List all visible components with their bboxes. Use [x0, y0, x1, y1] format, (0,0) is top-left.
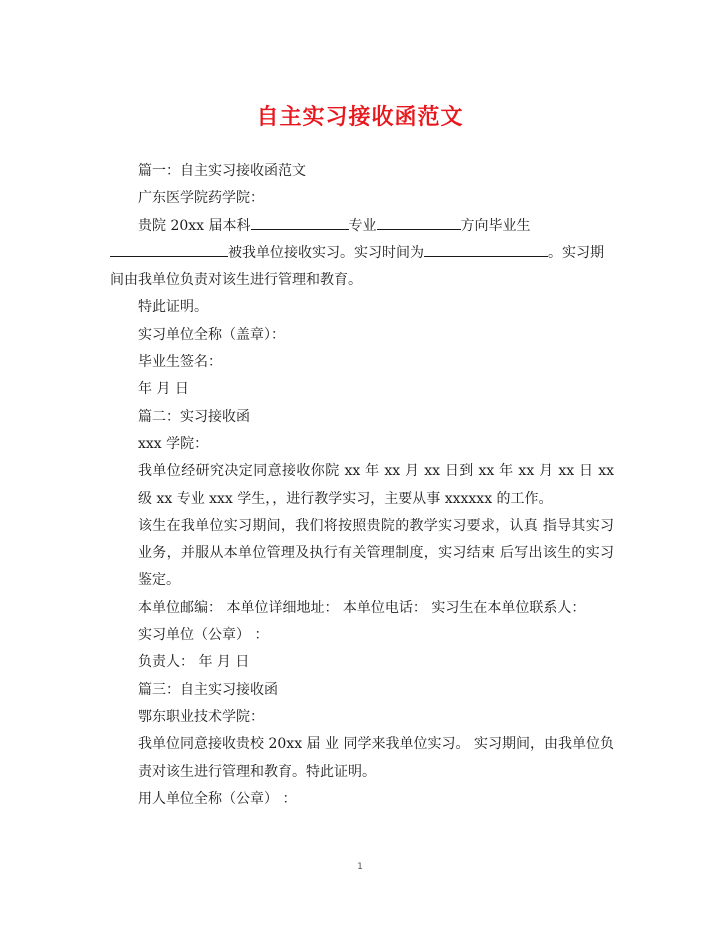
section1-line3: 间由我单位负责对该生进行管理和教育。 [110, 272, 362, 289]
section3-addressee: 鄂东职业技术学院： [138, 708, 264, 725]
section1-date: 年 月 日 [138, 381, 189, 398]
section1-line1 [110, 213, 614, 240]
section1-line1-a: 贵院 20xx 届本科 [138, 217, 251, 234]
blank-student-name [110, 242, 228, 257]
blank-major [251, 215, 349, 230]
document-title: 自主实习接收函范文 [256, 105, 464, 130]
section1-unit-name: 实习单位全称（盖章）： [138, 326, 285, 343]
section1-line1-c: 方向毕业生 [460, 217, 531, 234]
section2-unit: 实习单位（公章） ： [138, 627, 269, 644]
blank-period [424, 242, 548, 257]
section2-responsible: 负责人： 年 月 日 [138, 654, 250, 671]
section2-paragraph1: 我单位经研究决定同意接收你院 xx 年 xx 月 xx 日到 xx 年 xx 月 xx 日 xx 级 xx 专业 xxx 学生，，进行教学实习，主要从事 xxxxxx 的工作。 [138, 463, 614, 507]
section1-cert: 特此证明。 [138, 299, 208, 316]
section1-heading: 篇一：自主实习接收函范文 [138, 163, 306, 179]
section2-paragraph2: 该生在我单位实习期间，我们将按照贵院的教学实习要求，认真 指导其实习业务，并服从本单位管理及执行有关管理制度，实习结束 后写出该生的实习鉴定。 [138, 517, 614, 589]
section2-contacts: 本单位邮编： 本单位详细地址： 本单位电话： 实习生在本单位联系人： [138, 599, 586, 616]
page-number: 1 [357, 862, 363, 872]
section1-line2-a: 被我单位接收实习。实习时间为 [228, 244, 424, 261]
section1-student-sign: 毕业生签名： [138, 354, 222, 371]
section2-heading: 篇二：实习接收函 [138, 408, 250, 425]
section1-addressee: 广东医学院药学院： [138, 190, 264, 207]
section1-line2-b: 。实习期 [548, 244, 604, 261]
section2-addressee: xxx 学院： [138, 435, 209, 452]
section3-heading: 篇三：自主实习接收函 [138, 681, 278, 698]
document-body [110, 158, 614, 813]
section1-line1-b: 专业 [348, 217, 377, 234]
blank-direction [377, 215, 461, 230]
section3-paragraph1: 我单位同意接收贵校 20xx 届 业 同学来我单位实习。 实习期间，由我单位负责对该生进行管理和教育。特此证明。 [138, 736, 614, 780]
section1-line2 [110, 240, 614, 267]
section3-unit: 用人单位全称（公章） ： [138, 790, 297, 807]
